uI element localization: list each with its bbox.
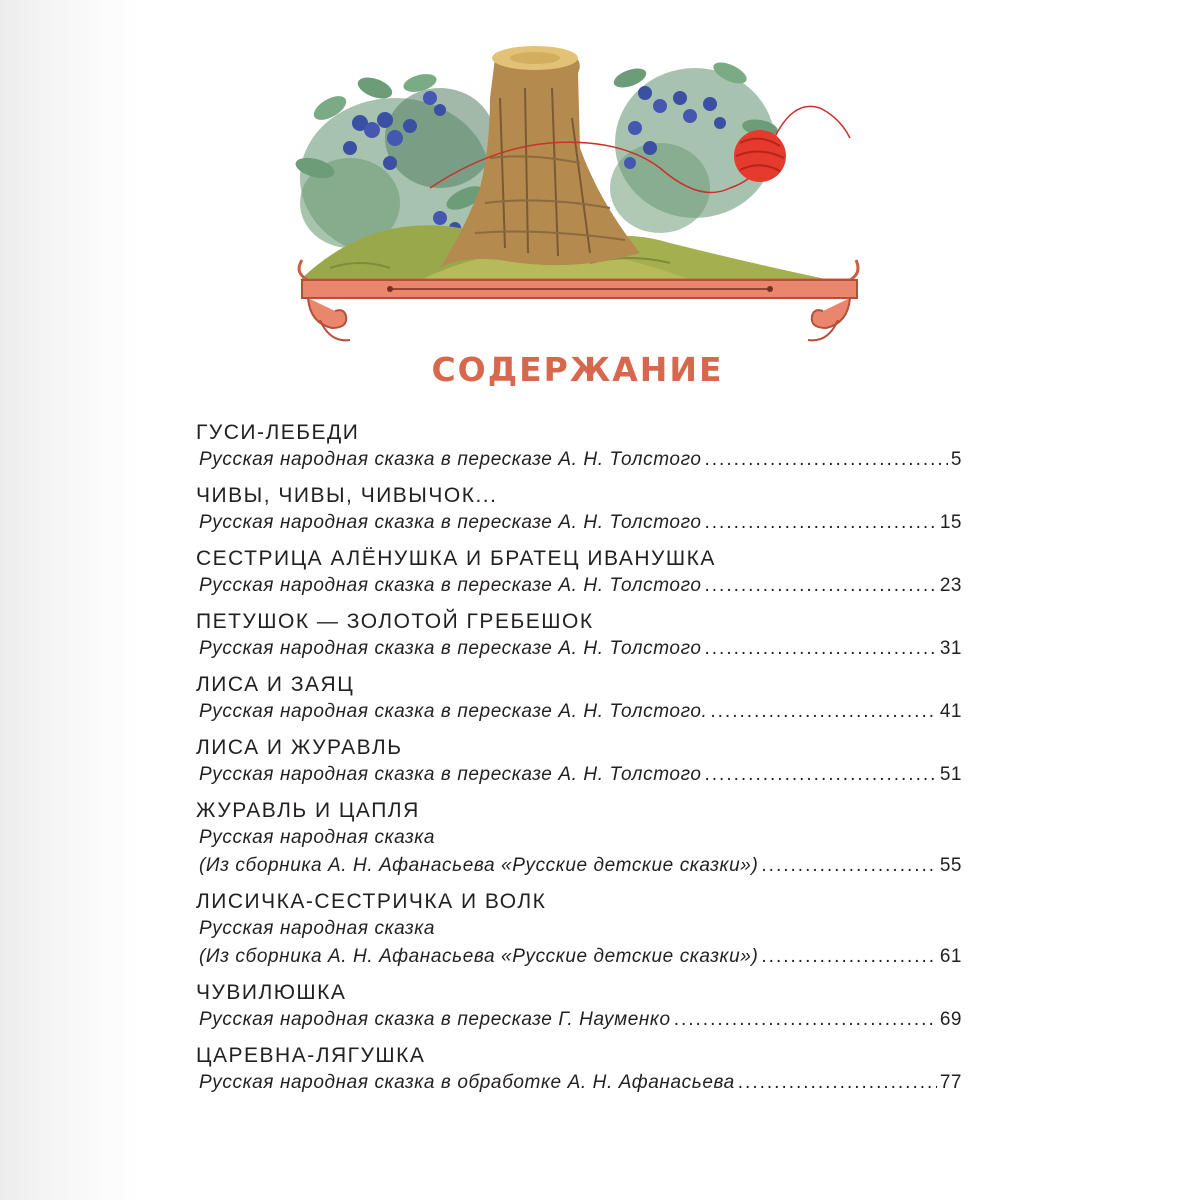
- entry-subtitle: Русская народная сказка: [199, 918, 436, 939]
- toc-entry[interactable]: [196, 419, 962, 474]
- entry-source-line: [196, 1006, 962, 1034]
- toc-entry[interactable]: [196, 545, 962, 600]
- page-number: 41: [939, 701, 962, 722]
- stump-illustration: [290, 28, 870, 358]
- entry-source-text: Русская народная сказка в пересказе А. Н. Толстого: [199, 512, 702, 533]
- toc-heading: СОДЕРЖАНИЕ: [431, 350, 724, 389]
- entry-source-text: (Из сборника А. Н. Афанасьева «Русские детские сказки»): [199, 946, 759, 967]
- dot-leader: [705, 635, 937, 663]
- entry-title: ПЕТУШОК — ЗОЛОТОЙ ГРЕБЕШОК: [196, 610, 594, 633]
- dot-leader: [761, 943, 936, 971]
- dot-leader: [761, 852, 936, 880]
- page-gutter-shadow: [0, 0, 140, 1200]
- entry-source-text: Русская народная сказка в обработке А. Н. Афанасьева: [199, 1072, 735, 1093]
- entry-subtitle: Русская народная сказка: [199, 827, 436, 848]
- page-number: 51: [939, 764, 962, 785]
- entry-source-line: [196, 761, 962, 789]
- entry-source-text: Русская народная сказка в пересказе А. Н. Толстого: [199, 638, 702, 659]
- entry-source-line: [196, 446, 962, 474]
- entry-title: ЧИВЫ, ЧИВЫ, ЧИВЫЧОК...: [196, 484, 498, 507]
- entry-source-line: [196, 509, 962, 537]
- entry-source-line: [196, 1069, 962, 1097]
- dot-leader: [674, 1006, 937, 1034]
- entry-title: ЛИСИЧКА-СЕСТРИЧКА И ВОЛК: [196, 890, 547, 913]
- entry-title: ЦАРЕВНА-ЛЯГУШКА: [196, 1044, 426, 1067]
- toc-entry[interactable]: [196, 979, 962, 1034]
- entry-title: ЧУВИЛЮШКА: [196, 981, 347, 1004]
- toc-entry[interactable]: [196, 482, 962, 537]
- page-number: 77: [939, 1072, 962, 1093]
- page-number: 61: [939, 946, 962, 967]
- entry-source-text: (Из сборника А. Н. Афанасьева «Русские детские сказки»): [199, 855, 759, 876]
- entry-title: СЕСТРИЦА АЛЁНУШКА И БРАТЕЦ ИВАНУШКА: [196, 547, 716, 570]
- entry-title: ЖУРАВЛЬ И ЦАПЛЯ: [196, 799, 420, 822]
- dot-leader: [738, 1069, 937, 1097]
- entry-title: ЛИСА И ЗАЯЦ: [196, 673, 355, 696]
- page-number: 5: [950, 449, 962, 470]
- entry-source-line: [196, 572, 962, 600]
- dot-leader: [705, 509, 937, 537]
- entry-title: ЛИСА И ЖУРАВЛЬ: [196, 736, 403, 759]
- toc-entry[interactable]: [196, 608, 962, 663]
- entry-source-text: Русская народная сказка в пересказе А. Н. Толстого: [199, 575, 702, 596]
- page-number: 23: [939, 575, 962, 596]
- entry-source-line: [196, 852, 962, 880]
- entry-source-text: Русская народная сказка в пересказе Г. Науменко: [199, 1009, 671, 1030]
- entry-source-line: [196, 698, 962, 726]
- entry-source-text: Русская народная сказка в пересказе А. Н. Толстого: [199, 764, 702, 785]
- entry-source-line: [196, 635, 962, 663]
- toc-entry[interactable]: [196, 671, 962, 726]
- table-of-contents: [196, 419, 962, 1105]
- entry-source-text: Русская народная сказка в пересказе А. Н. Толстого: [199, 449, 702, 470]
- page-number: 55: [939, 855, 962, 876]
- toc-entry[interactable]: [196, 797, 962, 880]
- toc-entry[interactable]: [196, 734, 962, 789]
- page-number: 15: [939, 512, 962, 533]
- dot-leader: [705, 761, 937, 789]
- toc-entry[interactable]: [196, 888, 962, 971]
- red-yarn-ball-icon: [734, 130, 786, 182]
- entry-title: ГУСИ-ЛЕБЕДИ: [196, 421, 360, 444]
- page-number: 69: [939, 1009, 962, 1030]
- toc-entry[interactable]: [196, 1042, 962, 1097]
- dot-leader: [705, 572, 937, 600]
- page-number: 31: [939, 638, 962, 659]
- entry-source-text: Русская народная сказка в пересказе А. Н. Толстого.: [199, 701, 708, 722]
- entry-source-line: [196, 943, 962, 971]
- dot-leader: [710, 698, 936, 726]
- dot-leader: [705, 446, 948, 474]
